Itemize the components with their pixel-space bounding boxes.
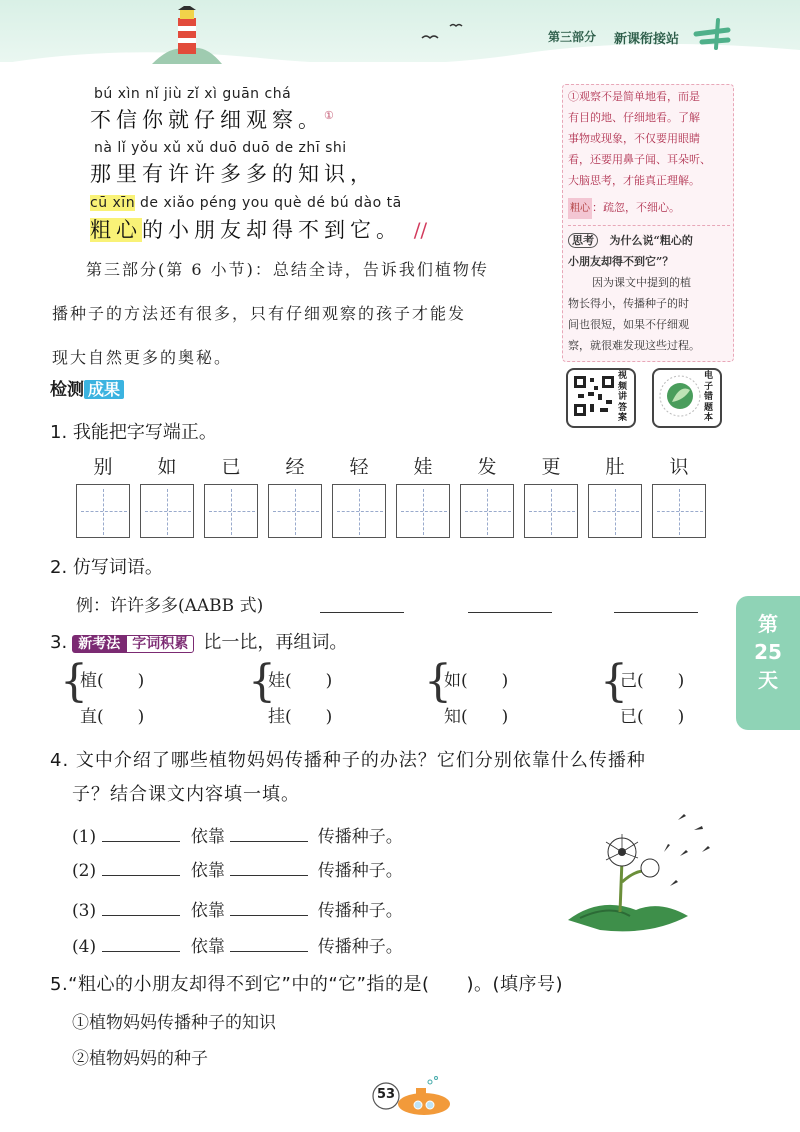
label-char: 视: [618, 371, 628, 381]
word-tag: 粗心: [568, 198, 592, 219]
writing-box[interactable]: [140, 484, 194, 538]
header-title: 新课衔接站: [614, 32, 680, 47]
pair-top: 如( ): [444, 671, 509, 691]
label-char: 电: [704, 371, 714, 381]
row-end: 传播种子。: [317, 937, 403, 957]
pair-bottom: 知( ): [444, 707, 509, 727]
error-book-card[interactable]: [652, 368, 722, 428]
char-label: 更: [541, 456, 561, 478]
answer-blank[interactable]: [102, 915, 180, 916]
row-end: 传播种子。: [317, 827, 403, 847]
q3-title: 比一比，再组词。: [203, 632, 348, 653]
poem-line3: [90, 214, 427, 244]
note-divider: [568, 225, 730, 226]
poem-line1: [90, 104, 339, 134]
row-mid: 依靠: [190, 827, 225, 847]
pair-top: 己( ): [620, 671, 685, 691]
answer-blank[interactable]: [102, 875, 180, 876]
writing-box[interactable]: [332, 484, 386, 538]
pinyin-rest: de xiǎo péng you què dé bú dào tā: [140, 195, 402, 211]
q5-title: 5.“粗心的小朋友却得不到它”中的“它”指的是( )。(填序号): [50, 974, 564, 995]
writing-box[interactable]: [204, 484, 258, 538]
label-char: 本: [704, 413, 714, 423]
char-label: 识: [669, 456, 689, 478]
q4-title-line2: 子？结合课文内容填一填。: [72, 784, 300, 805]
q4-row: [72, 856, 403, 881]
q5-option: ①植物妈妈传播种子的知识: [72, 1013, 276, 1033]
think-answer-line: 因为课文中提到的植: [592, 276, 691, 289]
answer-blank[interactable]: [230, 951, 308, 952]
lighthouse-icon: [152, 6, 222, 66]
char-label: 已: [221, 456, 241, 478]
pair-top: 娃( ): [268, 671, 333, 691]
writing-box[interactable]: [396, 484, 450, 538]
label-char: 子: [704, 381, 714, 392]
q3-groups: [60, 658, 740, 738]
results-title-part2: 成果: [84, 380, 124, 399]
header-logo-icon: [692, 16, 732, 50]
q4-title-line1: 4. 文中介绍了哪些植物妈妈传播种子的办法？它们分别依靠什么传播种: [50, 750, 646, 771]
char-label: 发: [477, 456, 497, 478]
side-tab-line: 25: [754, 640, 782, 664]
label-char: 频: [618, 381, 628, 392]
page-number: 53: [376, 1087, 396, 1102]
pair-top: 植( ): [80, 671, 145, 691]
writing-box[interactable]: [524, 484, 578, 538]
word-highlight: 粗心: [90, 218, 142, 242]
q3-number: 3.: [50, 632, 68, 653]
row-mid: 依靠: [190, 861, 225, 881]
note-line: ①观察不是简单地看，而是: [568, 90, 700, 103]
think-answer-line: 间也很短，如果不仔细观: [568, 318, 689, 331]
day-side-tab: [736, 596, 800, 730]
think-tag: 思考: [568, 233, 598, 248]
char-label: 别: [93, 456, 113, 478]
note-line: 事物或现象，不仅要用眼睛: [568, 132, 700, 145]
answer-blank[interactable]: [102, 951, 180, 952]
summary-line: 第三部分(第 6 小节)：总结全诗，告诉我们植物传: [86, 260, 489, 279]
answer-blank[interactable]: [230, 875, 308, 876]
writing-box[interactable]: [652, 484, 706, 538]
answer-blank[interactable]: [230, 841, 308, 842]
summary-cont: [52, 292, 562, 380]
writing-box[interactable]: [588, 484, 642, 538]
poem-line3-text: 的小朋友却得不到它。: [142, 218, 402, 242]
label-char: 答: [618, 402, 628, 413]
side-tab-text: [736, 610, 800, 694]
answer-blank[interactable]: [614, 612, 698, 613]
poem-line2-pinyin: nà lǐ yǒu xǔ xǔ duō duō de zhī shi: [94, 140, 347, 156]
think-answer-line: 察，就很难发现这些过程。: [568, 339, 700, 352]
label-char: 讲: [618, 392, 628, 402]
row-mid: 依靠: [190, 901, 225, 921]
answer-blank[interactable]: [230, 915, 308, 916]
q2-example: 例：许许多多(AABB 式): [76, 596, 264, 616]
video-label: [618, 371, 630, 424]
side-tab-line: 天: [758, 668, 778, 692]
header-section-label: 第三部分: [548, 30, 597, 44]
q4-row: [72, 932, 403, 957]
end-mark: //: [413, 218, 428, 242]
label-char: 错: [704, 392, 714, 402]
char-label: 肚: [605, 456, 625, 478]
summary: [86, 248, 556, 292]
word-definition: [568, 197, 730, 219]
errbook-label: [704, 371, 716, 424]
results-title: [50, 375, 124, 400]
summary-line: 现大自然更多的奥秘。: [52, 348, 233, 367]
poem-line2-text: 那里有许许多多的知识，: [90, 162, 376, 186]
think-answer-line: 物长得小，传播种子的时: [568, 297, 689, 310]
leaf-logo-icon: [658, 374, 702, 418]
q3-header: [50, 628, 347, 654]
char-label: 如: [157, 456, 177, 478]
side-tab-line: 第: [758, 612, 778, 636]
poem-line1-text: 不信你就仔细观察。: [90, 108, 324, 132]
q5-option: ②植物妈妈的种子: [72, 1049, 208, 1069]
poem-line1-pinyin: bú xìn nǐ jiù zǐ xì guān chá: [94, 86, 292, 102]
header-hill-decoration: [0, 40, 800, 80]
answer-blank[interactable]: [468, 612, 552, 613]
writing-box[interactable]: [76, 484, 130, 538]
char-label: 娃: [413, 456, 433, 478]
word-def: ：疏忽，不细心。: [592, 201, 680, 214]
brace: {: [600, 656, 628, 707]
think-row: [568, 230, 730, 251]
summary-line: 播种子的方法还有很多，只有仔细观察的孩子才能发: [52, 304, 467, 323]
q1-title: 1. 我能把字写端正。: [50, 422, 217, 443]
answer-blank[interactable]: [320, 612, 404, 613]
brace: {: [248, 656, 276, 707]
pair-bottom: 挂( ): [268, 707, 333, 727]
answer-blank[interactable]: [102, 841, 180, 842]
think-question-2: 小朋友却得不到它”？: [568, 255, 674, 268]
q2-title: 2. 仿写词语。: [50, 557, 163, 578]
video-qr-card[interactable]: [566, 368, 636, 428]
row-num: (4): [72, 937, 97, 957]
dandelion-illustration: [560, 812, 730, 942]
q3-badge-words: 字词积累: [126, 635, 194, 653]
row-num: (2): [72, 861, 97, 881]
row-num: (3): [72, 901, 97, 921]
results-title-part1: 检测: [50, 380, 84, 400]
label-char: 题: [704, 402, 714, 413]
pair-bottom: 直( ): [80, 707, 145, 727]
page-number-badge: [372, 1074, 462, 1120]
row-mid: 依靠: [190, 937, 225, 957]
q3-badge-new: 新考法: [72, 635, 126, 653]
pair-bottom: 已( ): [620, 707, 685, 727]
qr-code-icon: [572, 374, 616, 418]
note-line: 看，还要用鼻子闻、耳朵听、: [568, 153, 711, 166]
row-end: 传播种子。: [317, 861, 403, 881]
pinyin-highlight: cū xīn: [90, 195, 136, 211]
brace: {: [60, 656, 88, 707]
label-char: 案: [618, 413, 628, 423]
writing-box[interactable]: [268, 484, 322, 538]
q4-row: [72, 822, 403, 847]
note-line: 大脑思考，才能真正理解。: [568, 174, 700, 187]
row-end: 传播种子。: [317, 901, 403, 921]
side-note-content: [568, 86, 730, 356]
row-num: (1): [72, 827, 97, 847]
char-label: 经: [285, 456, 305, 478]
char-label: 轻: [349, 456, 369, 478]
note-mark: ①: [324, 109, 339, 122]
writing-box[interactable]: [460, 484, 514, 538]
birds-icon: [420, 20, 470, 50]
q4-row: [72, 896, 403, 921]
think-question: 为什么说“粗心的: [609, 234, 693, 247]
note-line: 有目的地、仔细地看。了解: [568, 111, 700, 124]
poem-line3-pinyin: [90, 195, 402, 211]
brace: {: [424, 656, 452, 707]
